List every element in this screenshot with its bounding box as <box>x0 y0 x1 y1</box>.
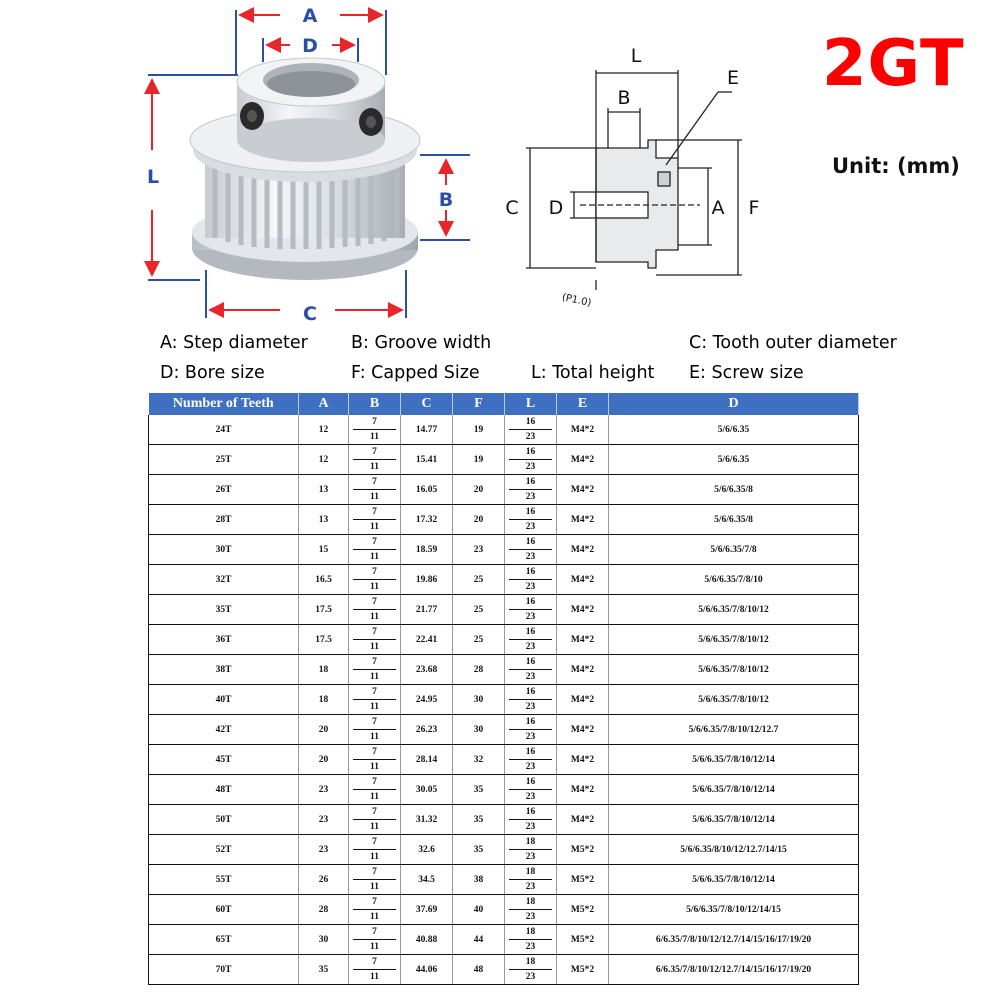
cell-d: 5/6/6.35/8 <box>609 505 859 535</box>
table-row <box>149 415 859 445</box>
cell-c: 18.59 <box>401 535 453 565</box>
table-row <box>149 595 859 625</box>
cell-b-upper: 7 <box>353 805 396 820</box>
cell-l-upper: 16 <box>509 625 552 640</box>
cell-a: 20 <box>299 715 349 745</box>
table-row <box>149 745 859 775</box>
cell-d: 5/6/6.35/7/8/10/12/14 <box>609 805 859 835</box>
cell-d: 5/6/6.35/7/8/10/12 <box>609 685 859 715</box>
cell-b-lower: 11 <box>370 642 379 652</box>
cell-e: M4*2 <box>557 805 609 835</box>
cell-f: 25 <box>453 595 505 625</box>
legend-c: C: Tooth outer diameter <box>689 333 897 353</box>
cell-b-upper: 7 <box>353 445 396 460</box>
cell-teeth: 28T <box>149 505 299 535</box>
cell-a: 13 <box>299 475 349 505</box>
cell-b-lower: 11 <box>370 792 379 802</box>
cell-l-lower: 23 <box>525 882 536 892</box>
cell-e: M4*2 <box>557 625 609 655</box>
cell-c: 37.69 <box>401 895 453 925</box>
cell-b-upper: 7 <box>353 475 396 490</box>
cell-l <box>505 445 557 475</box>
cell-l-lower: 23 <box>525 732 536 742</box>
cell-b-upper: 7 <box>353 835 396 850</box>
cell-e: M4*2 <box>557 565 609 595</box>
cell-b <box>349 415 401 445</box>
cell-b <box>349 565 401 595</box>
cell-d: 5/6/6.35 <box>609 445 859 475</box>
cell-e: M4*2 <box>557 775 609 805</box>
cell-b <box>349 595 401 625</box>
cell-b <box>349 805 401 835</box>
cell-b-upper: 7 <box>353 685 396 700</box>
cell-teeth: 36T <box>149 625 299 655</box>
cell-c: 34.5 <box>401 865 453 895</box>
cell-c: 21.77 <box>401 595 453 625</box>
cell-l-lower: 23 <box>525 912 536 922</box>
pulley-illustrations <box>0 0 1000 390</box>
cell-l <box>505 925 557 955</box>
cell-l <box>505 565 557 595</box>
cell-a: 35 <box>299 955 349 985</box>
cell-l-lower: 23 <box>525 642 536 652</box>
cell-l <box>505 625 557 655</box>
cell-d: 5/6/6.35 <box>609 415 859 445</box>
cell-b-upper: 7 <box>353 715 396 730</box>
cell-l-lower: 23 <box>525 792 536 802</box>
cell-b-lower: 11 <box>370 462 379 472</box>
cell-l <box>505 595 557 625</box>
cell-l-lower: 23 <box>525 522 536 532</box>
header-a: A <box>299 393 349 415</box>
cell-b <box>349 895 401 925</box>
cell-f: 25 <box>453 625 505 655</box>
cell-f: 30 <box>453 685 505 715</box>
cell-b-upper: 7 <box>353 925 396 940</box>
cell-d: 5/6/6.35/8/10/12/12.7/14/15 <box>609 835 859 865</box>
cell-d: 5/6/6.35/8 <box>609 475 859 505</box>
cell-l-lower: 23 <box>525 852 536 862</box>
cell-teeth: 45T <box>149 745 299 775</box>
cell-teeth: 35T <box>149 595 299 625</box>
cell-c: 26.23 <box>401 715 453 745</box>
cell-l-upper: 18 <box>509 895 552 910</box>
cell-b-upper: 7 <box>353 535 396 550</box>
drawing-label-e: E <box>726 67 740 89</box>
table-row <box>149 715 859 745</box>
cell-l-upper: 16 <box>509 565 552 580</box>
table-row <box>149 865 859 895</box>
cell-a: 13 <box>299 505 349 535</box>
cell-l-lower: 23 <box>525 972 536 982</box>
cell-l-upper: 16 <box>509 595 552 610</box>
cell-b-upper: 7 <box>353 895 396 910</box>
header-e: E <box>557 393 609 415</box>
table-row <box>149 805 859 835</box>
pulley-photo <box>190 58 420 280</box>
cell-d: 5/6/6.35/7/8/10/12/14 <box>609 775 859 805</box>
legend-l: L: Total height <box>531 363 655 383</box>
cell-c: 15.41 <box>401 445 453 475</box>
cell-l <box>505 505 557 535</box>
cell-l-upper: 16 <box>509 655 552 670</box>
cell-b <box>349 745 401 775</box>
cell-teeth: 65T <box>149 925 299 955</box>
cell-b-lower: 11 <box>370 852 379 862</box>
drawing-label-d: D <box>548 197 564 219</box>
header-f: F <box>453 393 505 415</box>
cell-l <box>505 835 557 865</box>
cell-d: 5/6/6.35/7/8/10/12/14/15 <box>609 895 859 925</box>
cell-b-lower: 11 <box>370 612 379 622</box>
cell-l-upper: 16 <box>509 445 552 460</box>
page-title: 2GT <box>822 27 965 101</box>
drawing-label-f: F <box>748 197 760 219</box>
cell-e: M4*2 <box>557 745 609 775</box>
cell-a: 26 <box>299 865 349 895</box>
cell-b-upper: 7 <box>353 505 396 520</box>
cell-d: 5/6/6.35/7/8/10/12/14 <box>609 865 859 895</box>
cell-l-lower: 23 <box>525 492 536 502</box>
cell-l <box>505 895 557 925</box>
cell-b <box>349 505 401 535</box>
legend-a: A: Step diameter <box>160 333 308 353</box>
cell-b-upper: 7 <box>353 625 396 640</box>
cell-l-upper: 16 <box>509 505 552 520</box>
cell-l <box>505 685 557 715</box>
cell-c: 16.05 <box>401 475 453 505</box>
drawing-label-b: B <box>617 87 631 109</box>
cell-b-upper: 7 <box>353 745 396 760</box>
cell-l-lower: 23 <box>525 552 536 562</box>
photo-label-l: L <box>146 166 160 188</box>
cell-e: M5*2 <box>557 925 609 955</box>
header-c: C <box>401 393 453 415</box>
cell-l-lower: 23 <box>525 822 536 832</box>
legend-e: E: Screw size <box>689 363 804 383</box>
cell-d: 5/6/6.35/7/8/10/12/12.7 <box>609 715 859 745</box>
cell-l-upper: 16 <box>509 745 552 760</box>
cell-a: 17.5 <box>299 595 349 625</box>
table-row <box>149 475 859 505</box>
cell-l-lower: 23 <box>525 462 536 472</box>
cell-e: M4*2 <box>557 685 609 715</box>
cell-teeth: 50T <box>149 805 299 835</box>
cell-l-lower: 23 <box>525 762 536 772</box>
cell-f: 28 <box>453 655 505 685</box>
cell-a: 28 <box>299 895 349 925</box>
table-row <box>149 535 859 565</box>
cell-teeth: 52T <box>149 835 299 865</box>
table-row <box>149 955 859 985</box>
cell-a: 23 <box>299 835 349 865</box>
cell-b <box>349 955 401 985</box>
cell-a: 16.5 <box>299 565 349 595</box>
cell-b-upper: 7 <box>353 655 396 670</box>
cell-b-lower: 11 <box>370 432 379 442</box>
cell-b-lower: 11 <box>370 912 379 922</box>
cell-teeth: 24T <box>149 415 299 445</box>
drawing-label-c: C <box>505 197 519 219</box>
cell-b-upper: 7 <box>353 415 396 430</box>
cell-d: 5/6/6.35/7/8 <box>609 535 859 565</box>
cell-b-upper: 7 <box>353 775 396 790</box>
cell-d: 5/6/6.35/7/8/10/12/14 <box>609 745 859 775</box>
cell-b-lower: 11 <box>370 942 379 952</box>
cell-a: 12 <box>299 415 349 445</box>
cell-c: 30.05 <box>401 775 453 805</box>
cell-d: 5/6/6.35/7/8/10/12 <box>609 655 859 685</box>
cell-e: M5*2 <box>557 955 609 985</box>
cell-f: 35 <box>453 775 505 805</box>
cell-f: 35 <box>453 835 505 865</box>
cell-l-upper: 16 <box>509 775 552 790</box>
cell-f: 30 <box>453 715 505 745</box>
cell-a: 18 <box>299 685 349 715</box>
drawing-label-l: L <box>630 45 642 67</box>
cell-b-lower: 11 <box>370 762 379 772</box>
table-row <box>149 625 859 655</box>
cell-b-upper: 7 <box>353 565 396 580</box>
cell-c: 24.95 <box>401 685 453 715</box>
cell-l <box>505 415 557 445</box>
cell-teeth: 70T <box>149 955 299 985</box>
cell-c: 22.41 <box>401 625 453 655</box>
cell-l-upper: 16 <box>509 685 552 700</box>
table-header-row <box>149 393 859 415</box>
header-teeth: Number of Teeth <box>149 393 299 415</box>
cell-a: 23 <box>299 775 349 805</box>
technical-drawing <box>526 70 742 290</box>
cell-l-upper: 18 <box>509 925 552 940</box>
header-d: D <box>609 393 859 415</box>
cell-teeth: 60T <box>149 895 299 925</box>
cell-f: 19 <box>453 445 505 475</box>
cell-l-upper: 18 <box>509 835 552 850</box>
cell-d: 5/6/6.35/7/8/10/12 <box>609 595 859 625</box>
cell-l <box>505 805 557 835</box>
cell-b-lower: 11 <box>370 672 379 682</box>
cell-e: M4*2 <box>557 505 609 535</box>
cell-l <box>505 715 557 745</box>
cell-teeth: 38T <box>149 655 299 685</box>
table-row <box>149 685 859 715</box>
cell-b <box>349 775 401 805</box>
table-row <box>149 565 859 595</box>
cell-b <box>349 685 401 715</box>
cell-teeth: 40T <box>149 685 299 715</box>
cell-b <box>349 925 401 955</box>
table-row <box>149 655 859 685</box>
cell-teeth: 42T <box>149 715 299 745</box>
cell-c: 28.14 <box>401 745 453 775</box>
cell-teeth: 48T <box>149 775 299 805</box>
cell-l-lower: 23 <box>525 942 536 952</box>
cell-a: 17.5 <box>299 625 349 655</box>
cell-a: 20 <box>299 745 349 775</box>
cell-l-lower: 23 <box>525 582 536 592</box>
cell-f: 20 <box>453 505 505 535</box>
photo-label-c: C <box>303 303 317 325</box>
cell-f: 25 <box>453 565 505 595</box>
cell-d: 6/6.35/7/8/10/12/12.7/14/15/16/17/19/20 <box>609 955 859 985</box>
cell-e: M5*2 <box>557 865 609 895</box>
cell-e: M4*2 <box>557 595 609 625</box>
table-row <box>149 775 859 805</box>
cell-b <box>349 715 401 745</box>
cell-l <box>505 475 557 505</box>
drawing-label-a: A <box>711 197 725 219</box>
cell-c: 17.32 <box>401 505 453 535</box>
cell-e: M4*2 <box>557 535 609 565</box>
legend-f: F: Capped Size <box>351 363 480 383</box>
cell-l-upper: 16 <box>509 805 552 820</box>
table-row <box>149 925 859 955</box>
cell-b-lower: 11 <box>370 732 379 742</box>
cell-f: 40 <box>453 895 505 925</box>
table-row <box>149 895 859 925</box>
cell-b-upper: 7 <box>353 595 396 610</box>
cell-teeth: 25T <box>149 445 299 475</box>
cell-c: 32.6 <box>401 835 453 865</box>
table-row <box>149 835 859 865</box>
cell-l <box>505 535 557 565</box>
cell-b-lower: 11 <box>370 882 379 892</box>
cell-d: 6/6.35/7/8/10/12/12.7/14/15/16/17/19/20 <box>609 925 859 955</box>
cell-b-lower: 11 <box>370 552 379 562</box>
cell-l-upper: 16 <box>509 475 552 490</box>
cell-e: M5*2 <box>557 835 609 865</box>
cell-f: 35 <box>453 805 505 835</box>
cell-l-upper: 16 <box>509 715 552 730</box>
cell-l-lower: 23 <box>525 432 536 442</box>
cell-b-upper: 7 <box>353 955 396 970</box>
header-l: L <box>505 393 557 415</box>
cell-e: M4*2 <box>557 715 609 745</box>
cell-c: 31.32 <box>401 805 453 835</box>
cell-a: 12 <box>299 445 349 475</box>
cell-l-lower: 23 <box>525 672 536 682</box>
cell-b-lower: 11 <box>370 582 379 592</box>
cell-b <box>349 835 401 865</box>
cell-b <box>349 535 401 565</box>
cell-l <box>505 655 557 685</box>
cell-b <box>349 655 401 685</box>
unit-label: Unit: (mm) <box>832 154 960 178</box>
cell-a: 15 <box>299 535 349 565</box>
table-row <box>149 505 859 535</box>
cell-b <box>349 625 401 655</box>
cell-l-upper: 16 <box>509 535 552 550</box>
cell-f: 32 <box>453 745 505 775</box>
cell-b-lower: 11 <box>370 702 379 712</box>
legend-d: D: Bore size <box>160 363 265 383</box>
cell-e: M4*2 <box>557 655 609 685</box>
cell-l-lower: 23 <box>525 702 536 712</box>
photo-label-b: B <box>438 189 454 211</box>
cell-a: 30 <box>299 925 349 955</box>
cell-d: 5/6/6.35/7/8/10/12 <box>609 625 859 655</box>
cell-c: 23.68 <box>401 655 453 685</box>
spec-table <box>148 393 859 985</box>
cell-b-lower: 11 <box>370 972 379 982</box>
cell-b <box>349 475 401 505</box>
cell-f: 38 <box>453 865 505 895</box>
cell-c: 40.88 <box>401 925 453 955</box>
photo-label-d: D <box>302 35 318 57</box>
cell-l-upper: 18 <box>509 955 552 970</box>
cell-e: M4*2 <box>557 415 609 445</box>
cell-c: 19.86 <box>401 565 453 595</box>
cell-e: M4*2 <box>557 475 609 505</box>
cell-b-lower: 11 <box>370 522 379 532</box>
cell-teeth: 26T <box>149 475 299 505</box>
table-body <box>149 415 859 985</box>
cell-l-upper: 16 <box>509 415 552 430</box>
cell-l <box>505 955 557 985</box>
cell-b <box>349 865 401 895</box>
header-b: B <box>349 393 401 415</box>
cell-teeth: 32T <box>149 565 299 595</box>
cell-l <box>505 745 557 775</box>
drawing-note: (P1.0) <box>560 292 593 310</box>
photo-label-a: A <box>302 5 318 27</box>
legend-b: B: Groove width <box>351 333 492 353</box>
cell-f: 20 <box>453 475 505 505</box>
cell-b-upper: 7 <box>353 865 396 880</box>
cell-b <box>349 445 401 475</box>
cell-f: 23 <box>453 535 505 565</box>
cell-l <box>505 775 557 805</box>
cell-d: 5/6/6.35/7/8/10 <box>609 565 859 595</box>
cell-teeth: 30T <box>149 535 299 565</box>
cell-b-lower: 11 <box>370 492 379 502</box>
cell-c: 44.06 <box>401 955 453 985</box>
cell-f: 48 <box>453 955 505 985</box>
table-row <box>149 445 859 475</box>
cell-l <box>505 865 557 895</box>
cell-teeth: 55T <box>149 865 299 895</box>
cell-e: M5*2 <box>557 895 609 925</box>
cell-a: 18 <box>299 655 349 685</box>
cell-a: 23 <box>299 805 349 835</box>
cell-l-upper: 18 <box>509 865 552 880</box>
cell-l-lower: 23 <box>525 612 536 622</box>
cell-b-lower: 11 <box>370 822 379 832</box>
cell-e: M4*2 <box>557 445 609 475</box>
cell-c: 14.77 <box>401 415 453 445</box>
cell-f: 19 <box>453 415 505 445</box>
cell-f: 44 <box>453 925 505 955</box>
